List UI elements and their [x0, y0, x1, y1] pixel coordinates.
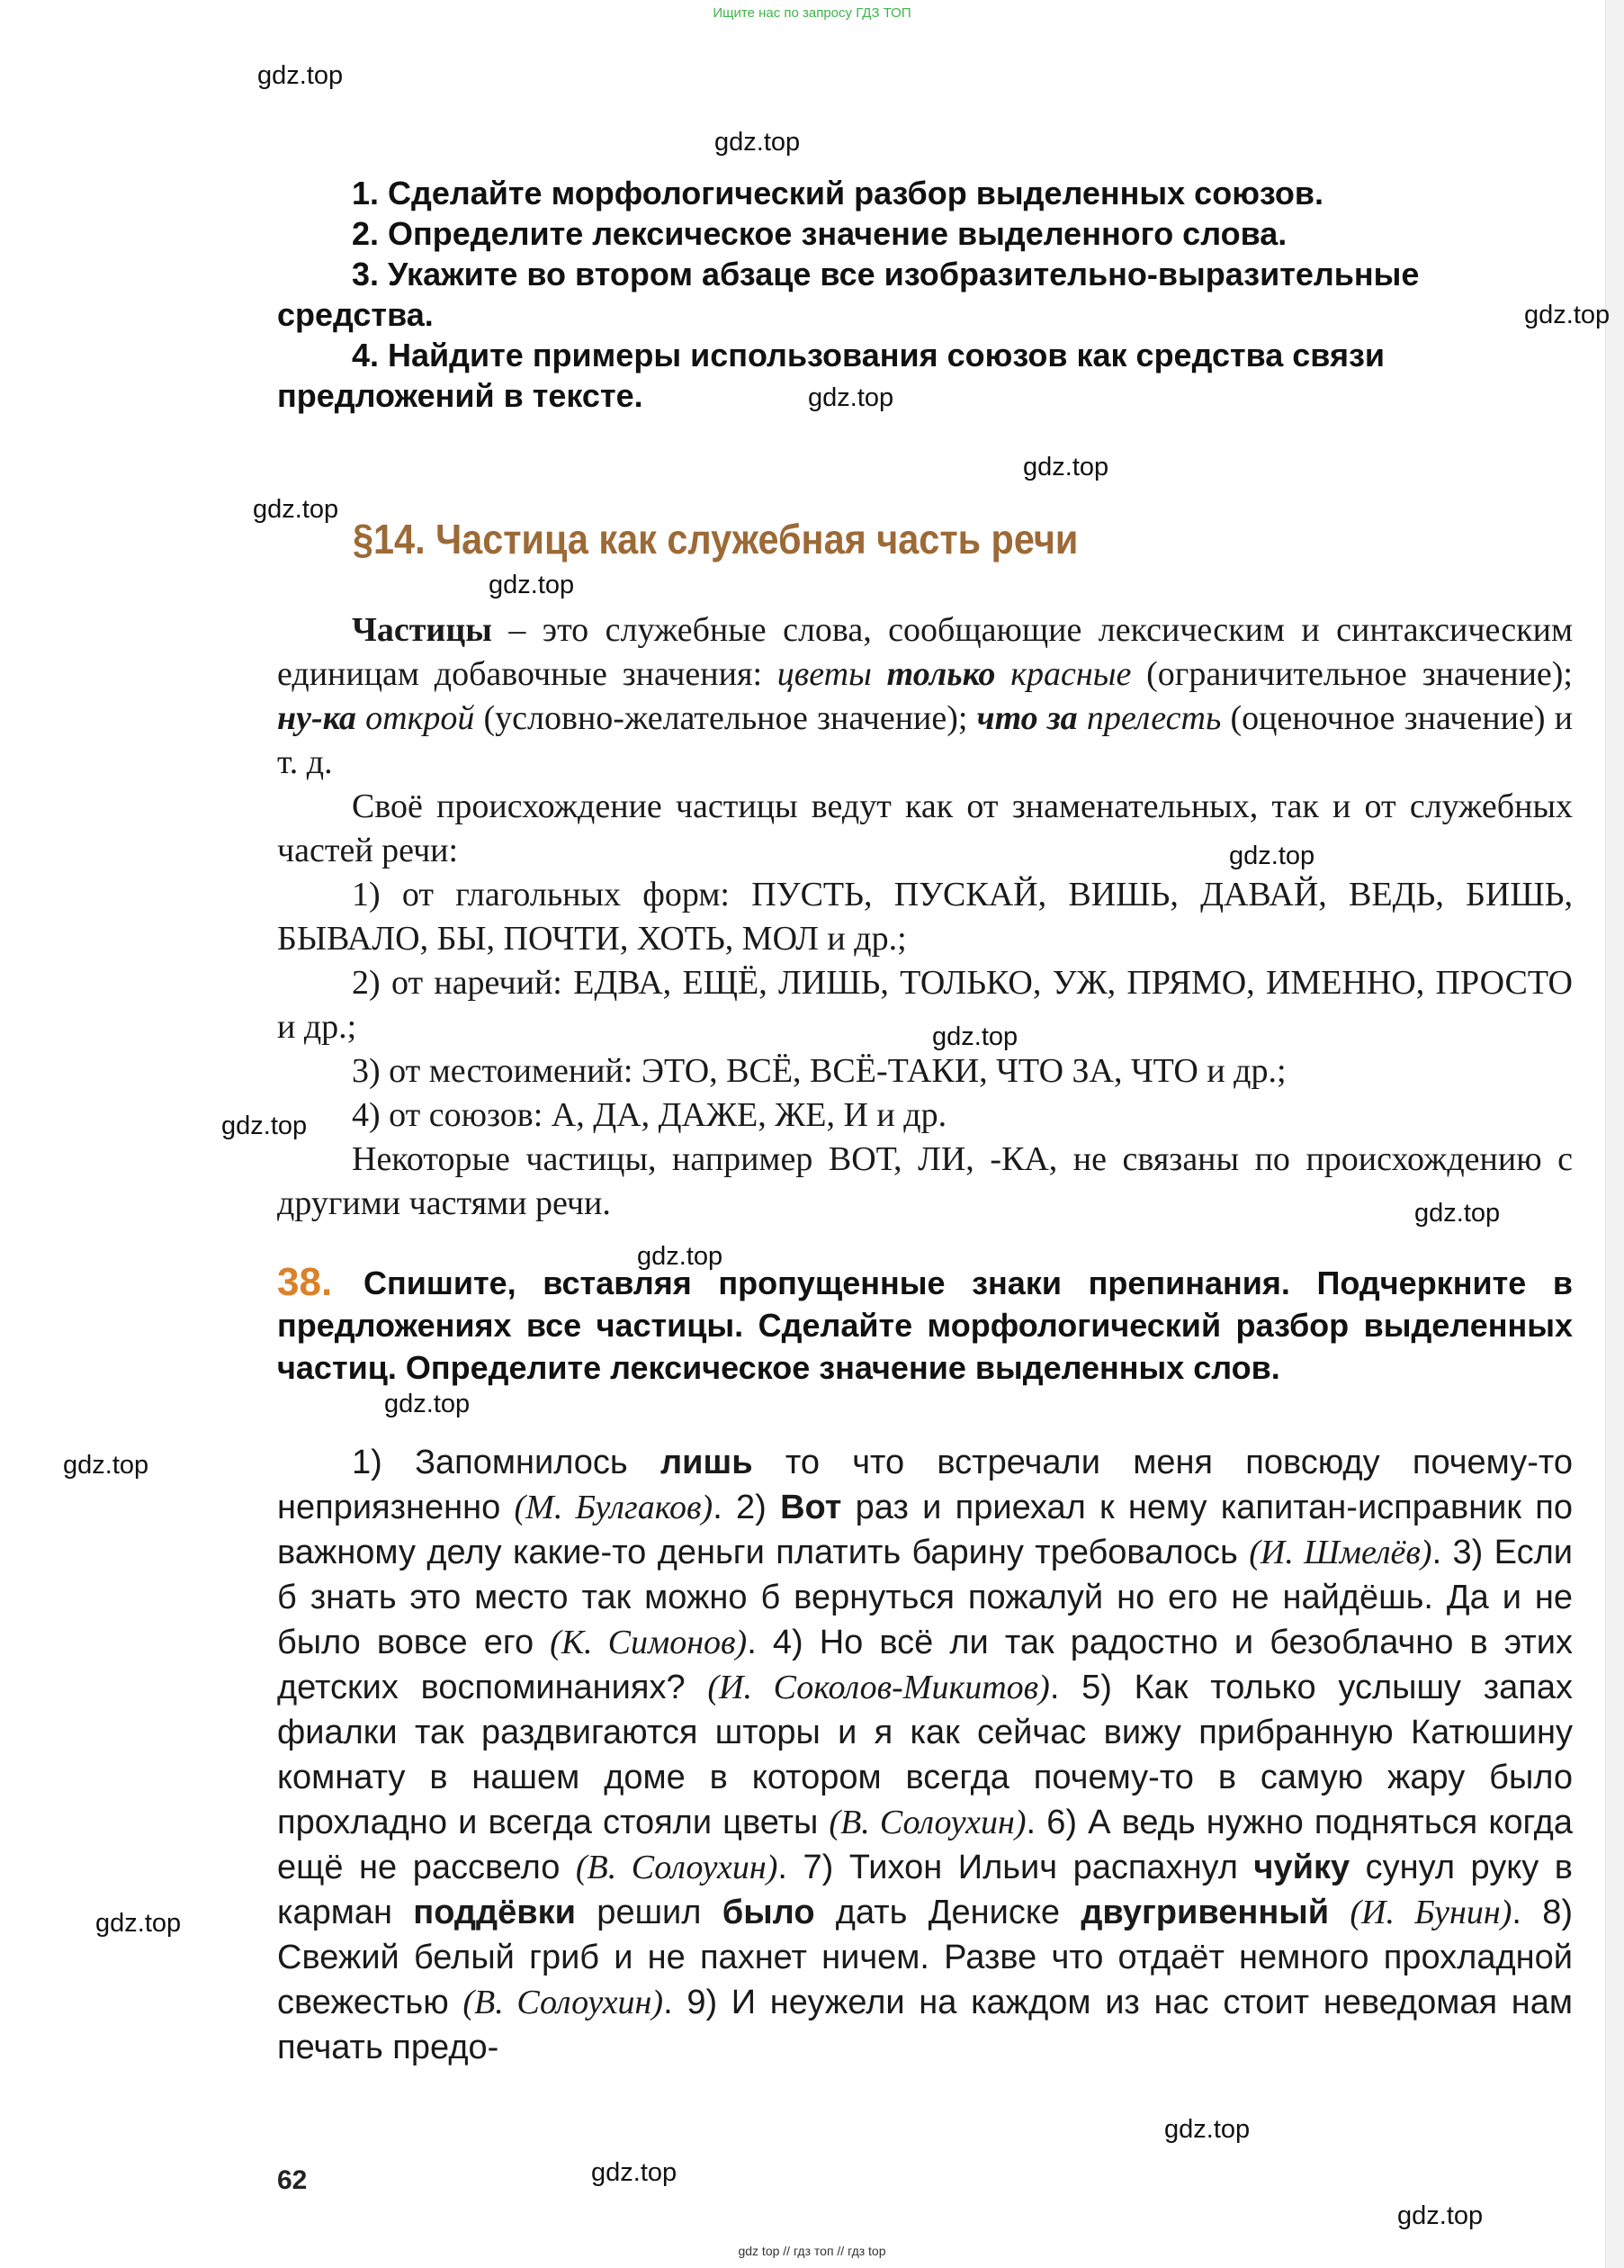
highlighted-word: было — [722, 1894, 815, 1931]
highlighted-word: лишь — [660, 1444, 753, 1481]
top-banner: Ищите нас по запросу ГДЗ ТОП — [713, 5, 911, 21]
example-particle: только — [886, 655, 996, 693]
exercise-task: Спишите, вставляя пропущенные знаки препинания. Подчеркните в предложениях все частицы. Сделайте морфологический разбор выделенных частиц. Определите лексическое значение выделенных слов. — [277, 1264, 1573, 1386]
text: . 2) — [713, 1489, 781, 1526]
example: красные — [995, 655, 1132, 693]
watermark: gdz.top — [1164, 2115, 1251, 2144]
watermark: gdz.top — [1229, 842, 1315, 870]
text: 1) Запомнилось — [352, 1444, 661, 1481]
text: . 8) Свежий белый гриб и не пахнет ничем. Разве что отдаёт немного прохладной свежестью — [277, 1894, 1573, 2021]
exercise-number: 38. — [277, 1260, 333, 1304]
watermark: gdz.top — [808, 383, 894, 412]
text: раз и приехал к нему капитан-исправник по важному делу какие-то деньги платить барину требовалось — [277, 1489, 1573, 1571]
highlighted-word: поддёвки — [413, 1894, 577, 1931]
highlighted-word: двугривенный — [1081, 1894, 1330, 1931]
author: (В. Солоухин) — [462, 1984, 664, 2021]
watermark: gdz.top — [1023, 453, 1109, 482]
highlighted-word: чуйку — [1253, 1849, 1350, 1886]
question-item: 3. Укажите во втором абзаце все изобразительно-выразительные средства. — [277, 256, 1420, 333]
text: . 9) И неужели на каждом из нас стоит неведомая нам печать предо- — [277, 1984, 1574, 2066]
term: Частицы — [352, 611, 492, 649]
bottom-banner: gdz top // гдз топ // гдз top — [738, 2244, 886, 2258]
author: (В. Солоухин) — [575, 1849, 778, 1886]
author: (И. Соколов-Микитов) — [707, 1669, 1050, 1706]
watermark: gdz.top — [489, 571, 575, 599]
author: (М. Булгаков) — [514, 1489, 713, 1526]
watermark: gdz.top — [221, 1112, 308, 1140]
theory-paragraph: Некоторые частицы, например ВОТ, ЛИ, -КА, не связаны по происхождению с другими частями речи. — [277, 1140, 1573, 1222]
watermark: gdz.top — [591, 2158, 677, 2187]
theory-list-item: 4) от союзов: А, ДА, ДАЖЕ, ЖЕ, И и др. — [352, 1096, 947, 1134]
exercise-text — [277, 1440, 1573, 2070]
page-number: 62 — [277, 2165, 308, 2195]
watermark: gdz.top — [95, 1909, 182, 1938]
text: – это служебные слова, сообщающие лексическим и синтаксическим единицам добавочные значения: — [277, 611, 1573, 693]
watermark: gdz.top — [932, 1022, 1018, 1051]
text: (ограничительное значение); — [1131, 655, 1573, 693]
text: . 3) Если б знать это место так можно б вернуться пожалуй но его не найдёшь. Да и не было вовсе его — [277, 1534, 1573, 1661]
section-heading: §14. Частица как служебная часть речи — [353, 516, 1079, 562]
question-item: 1. Сделайте морфологический разбор выделенных союзов. — [352, 175, 1324, 212]
text: (оценочное значение) и т. д. — [277, 699, 1573, 781]
text: то что встречали меня повсюду почему-то неприязненно — [277, 1444, 1573, 1526]
text: (условно-желательное значение); — [474, 699, 977, 737]
text: . 4) Но всё ли так радостно и безоблачно в этих детских воспоминаниях? — [277, 1624, 1573, 1706]
question-item: 4. Найдите примеры использования союзов как средства связи предложений в тексте. — [277, 337, 1385, 414]
text: . 5) Как только услышу запах фиалки так раздвигаются шторы и я как сейчас вижу прибранную Катюшину комнату в нашем доме в котором всегда почему-то в самую жару было прохладно и всегда стояли цветы — [277, 1669, 1573, 1841]
watermark: gdz.top — [1414, 1199, 1501, 1228]
example-particle: ну-ка — [277, 699, 356, 737]
text: решил — [576, 1894, 722, 1931]
page-edge — [1605, 0, 1624, 2268]
text: сунул руку в карман — [277, 1849, 1573, 1931]
example: цветы — [776, 655, 887, 693]
watermark: gdz.top — [384, 1390, 471, 1418]
text: . 6) А ведь нужно подняться когда ещё не рассвело — [277, 1804, 1573, 1886]
author: (И. Бунин) — [1350, 1894, 1512, 1931]
text: . 7) Тихон Ильич распахнул — [777, 1849, 1254, 1886]
theory-list-item: 1) от глагольных форм: ПУСТЬ, ПУСКАЙ, ВИШЬ, ДАВАЙ, ВЕДЬ, БИШЬ, БЫВАЛО, БЫ, ПОЧТИ, ХОТЬ, МОЛ и др.; — [277, 876, 1573, 958]
watermark: gdz.top — [63, 1451, 149, 1480]
author: (В. Солоухин) — [829, 1804, 1027, 1841]
watermark: gdz.top — [257, 61, 344, 90]
question-list — [277, 173, 1573, 416]
author: (И. Шмелёв) — [1249, 1534, 1432, 1571]
example-particle: что за — [976, 699, 1078, 737]
theory-paragraph — [277, 608, 1573, 785]
theory-list-item: 2) от наречий: ЕДВА, ЕЩЁ, ЛИШЬ, ТОЛЬКО, УЖ, ПРЯМО, ИМЕННО, ПРОСТО и др.; — [277, 964, 1573, 1046]
example: прелесть — [1077, 699, 1222, 737]
theory-text — [277, 608, 1573, 1226]
watermark: gdz.top — [1397, 2201, 1484, 2230]
theory-paragraph: Своё происхождение частицы ведут как от знаменательных, так и от служебных частей речи: — [277, 788, 1573, 869]
highlighted-word: Вот — [780, 1489, 842, 1526]
watermark: gdz.top — [1524, 301, 1611, 329]
text — [1329, 1894, 1350, 1931]
text: дать Дениске — [814, 1894, 1081, 1931]
theory-list-item: 3) от местоимений: ЭТО, ВСЁ, ВСЁ-ТАКИ, ЧТО ЗА, ЧТО и др.; — [352, 1052, 1287, 1090]
watermark: gdz.top — [637, 1242, 723, 1271]
example: открой — [355, 699, 475, 737]
watermark: gdz.top — [253, 495, 339, 524]
author: (К. Симонов) — [550, 1624, 748, 1661]
question-item: 2. Определите лексическое значение выделенного слова. — [352, 215, 1288, 252]
watermark: gdz.top — [714, 128, 801, 157]
